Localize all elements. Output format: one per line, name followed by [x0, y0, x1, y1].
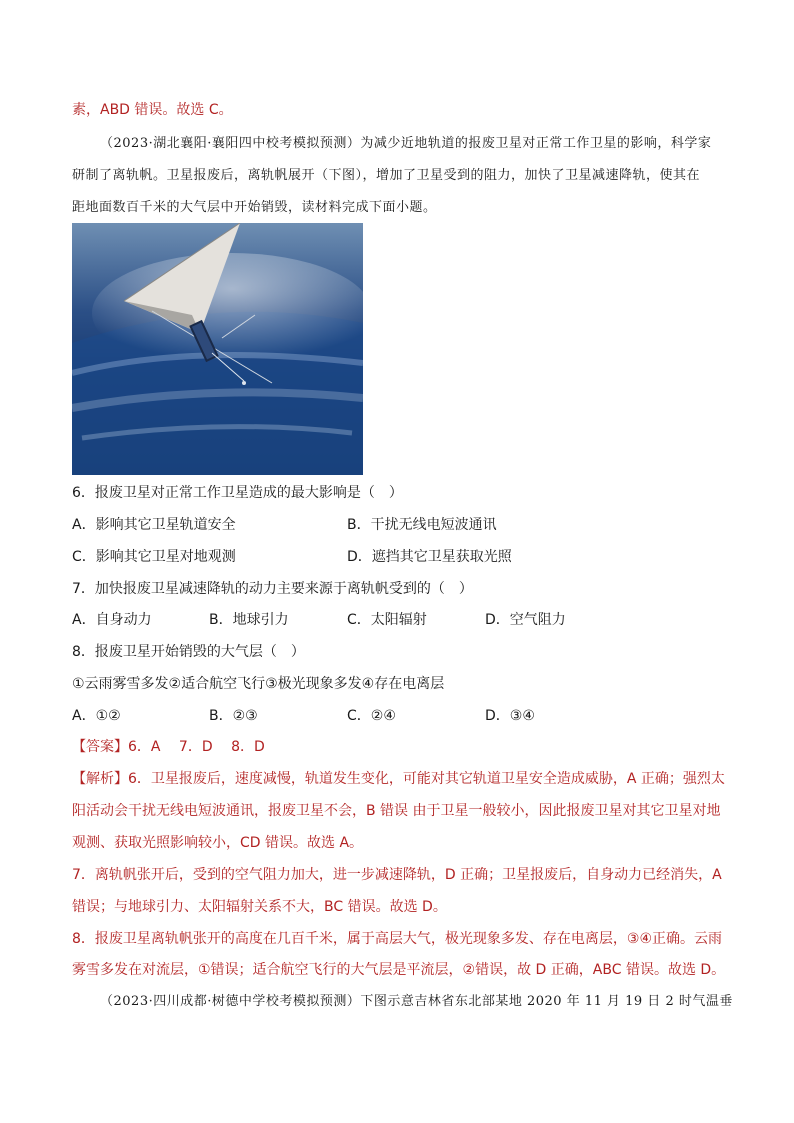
- question-7-option-c: C．太阳辐射: [347, 612, 427, 628]
- analysis-line-2: 阳活动会干扰无线电短波通讯，报废卫星不会，B 错误 由于卫星一般较小，因此报废卫星对其它卫星对地: [72, 803, 721, 819]
- next-passage-intro: （2023·四川成都·树德中学校考模拟预测）下图示意吉林省东北部某地 2020 年 11 月 19 日 2 时气温垂: [100, 994, 733, 1009]
- question-8-option-a: A．①②: [72, 708, 121, 724]
- analysis-line-3: 观测、获取光照影响较小，CD 错误。故选 A。: [72, 835, 364, 851]
- question-8-option-c: C．②④: [347, 708, 396, 724]
- analysis-line-7: 雾雪多发在对流层，①错误；适合航空飞行的大气层是平流层，②错误，故 D 正确，ABC 错误。故选 D。: [72, 962, 726, 978]
- question-7-stem: 7．加快报废卫星减速降轨的动力主要来源于离轨帆受到的（ ）: [72, 581, 473, 597]
- analysis-line-5: 错误；与地球引力、太阳辐射关系不大，BC 错误。故选 D。: [72, 899, 447, 915]
- question-8-items: ①云雨雾雪多发②适合航空飞行③极光现象多发④存在电离层: [72, 676, 445, 692]
- previous-analysis-tail: 素，ABD 错误。故选 C。: [72, 102, 233, 118]
- question-6-option-a: A．影响其它卫星轨道安全: [72, 517, 236, 533]
- question-6-option-d: D．遮挡其它卫星获取光照: [347, 549, 512, 565]
- question-6-option-b: B．干扰无线电短波通讯: [347, 517, 497, 533]
- question-6-option-c: C．影响其它卫星对地观测: [72, 549, 236, 565]
- passage-line-2: 研制了离轨帆。卫星报废后，离轨帆展开（下图），增加了卫星受到的阻力，加快了卫星减速降轨，使其在: [72, 168, 701, 183]
- question-8-stem: 8．报废卫星开始销毁的大气层（ ）: [72, 644, 305, 660]
- question-8-option-b: B．②③: [209, 708, 258, 724]
- question-8-option-d: D．③④: [485, 708, 535, 724]
- answer-key: 【答案】6．A 7．D 8．D: [72, 739, 265, 755]
- analysis-line-1: 【解析】6．卫星报废后，速度减慢，轨道发生变化，可能对其它轨道卫星安全造成威胁，A 正确；强烈太: [72, 771, 725, 787]
- passage-line-1: （2023·湖北襄阳·襄阳四中校考模拟预测）为减少近地轨道的报废卫星对正常工作卫星的影响，科学家: [100, 136, 712, 151]
- passage-line-3: 距地面数百千米的大气层中开始销毁，读材料完成下面小题。: [72, 200, 437, 215]
- question-7-option-b: B．地球引力: [209, 612, 289, 628]
- drag-sail-satellite-image: [72, 223, 363, 475]
- analysis-line-6: 8．报废卫星离轨帆张开的高度在几百千米，属于高层大气，极光现象多发、存在电离层，③④正确。云雨: [72, 931, 723, 947]
- analysis-line-4: 7．离轨帆张开后，受到的空气阻力加大，进一步减速降轨，D 正确；卫星报废后，自身动力已经消失，A: [72, 867, 722, 883]
- question-6-stem: 6．报废卫星对正常工作卫星造成的最大影响是（ ）: [72, 485, 403, 501]
- question-7-option-d: D．空气阻力: [485, 612, 566, 628]
- question-7-option-a: A．自身动力: [72, 612, 152, 628]
